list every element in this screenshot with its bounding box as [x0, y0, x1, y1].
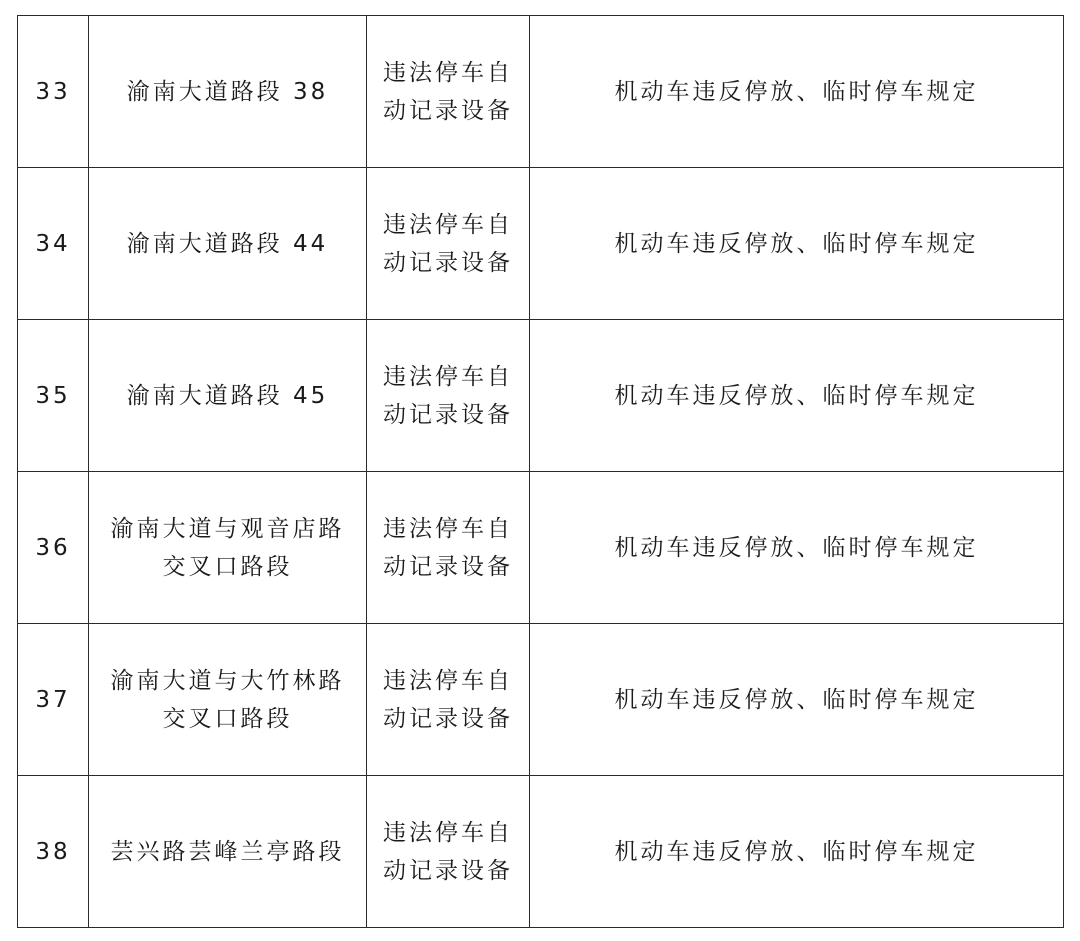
device-text: 违法停车自动记录设备: [383, 819, 513, 884]
row-number-text: 37: [35, 686, 71, 713]
violation-cell: [530, 624, 1064, 776]
location-text: 渝南大道路段 45: [126, 382, 329, 409]
device-cell: [367, 16, 530, 168]
violation-text: 机动车违反停放、临时停车规定: [614, 686, 979, 713]
row-number-text: 34: [35, 230, 71, 257]
location-cell: [89, 776, 367, 928]
device-cell: [367, 168, 530, 320]
violation-text: 机动车违反停放、临时停车规定: [614, 78, 979, 105]
location-text: 芸兴路芸峰兰亭路段: [110, 838, 345, 865]
location-cell: [89, 472, 367, 624]
violation-cell: [530, 320, 1064, 472]
row-number: [18, 320, 89, 472]
location-text: 渝南大道路段 38: [126, 78, 329, 105]
violation-text: 机动车违反停放、临时停车规定: [614, 534, 979, 561]
table-row: [18, 168, 1064, 320]
device-text: 违法停车自动记录设备: [383, 515, 513, 580]
violation-cell: [530, 16, 1064, 168]
table-row: [18, 472, 1064, 624]
location-cell: [89, 320, 367, 472]
table-row: [18, 624, 1064, 776]
location-cell: [89, 624, 367, 776]
violation-text: 机动车违反停放、临时停车规定: [614, 230, 979, 257]
location-text: 渝南大道与观音店路交叉口路段: [110, 515, 345, 580]
row-number-text: 36: [35, 534, 71, 561]
device-text: 违法停车自动记录设备: [383, 667, 513, 732]
row-number-text: 33: [35, 78, 71, 105]
row-number: [18, 624, 89, 776]
table-row: [18, 320, 1064, 472]
violation-cell: [530, 168, 1064, 320]
device-text: 违法停车自动记录设备: [383, 363, 513, 428]
device-cell: [367, 624, 530, 776]
violation-text: 机动车违反停放、临时停车规定: [614, 382, 979, 409]
location-cell: [89, 16, 367, 168]
violation-cell: [530, 776, 1064, 928]
row-number: [18, 168, 89, 320]
row-number: [18, 776, 89, 928]
location-cell: [89, 168, 367, 320]
device-list-sheet: [17, 15, 1063, 921]
device-text: 违法停车自动记录设备: [383, 211, 513, 276]
device-cell: [367, 472, 530, 624]
table-row: [18, 776, 1064, 928]
device-cell: [367, 320, 530, 472]
row-number-text: 38: [35, 838, 71, 865]
violation-text: 机动车违反停放、临时停车规定: [614, 838, 979, 865]
location-text: 渝南大道与大竹林路交叉口路段: [110, 667, 345, 732]
row-number-text: 35: [35, 382, 71, 409]
device-text: 违法停车自动记录设备: [383, 59, 513, 124]
table-row: [18, 16, 1064, 168]
camera-location-table: [17, 15, 1064, 928]
location-text: 渝南大道路段 44: [126, 230, 329, 257]
row-number: [18, 472, 89, 624]
violation-cell: [530, 472, 1064, 624]
row-number: [18, 16, 89, 168]
device-cell: [367, 776, 530, 928]
